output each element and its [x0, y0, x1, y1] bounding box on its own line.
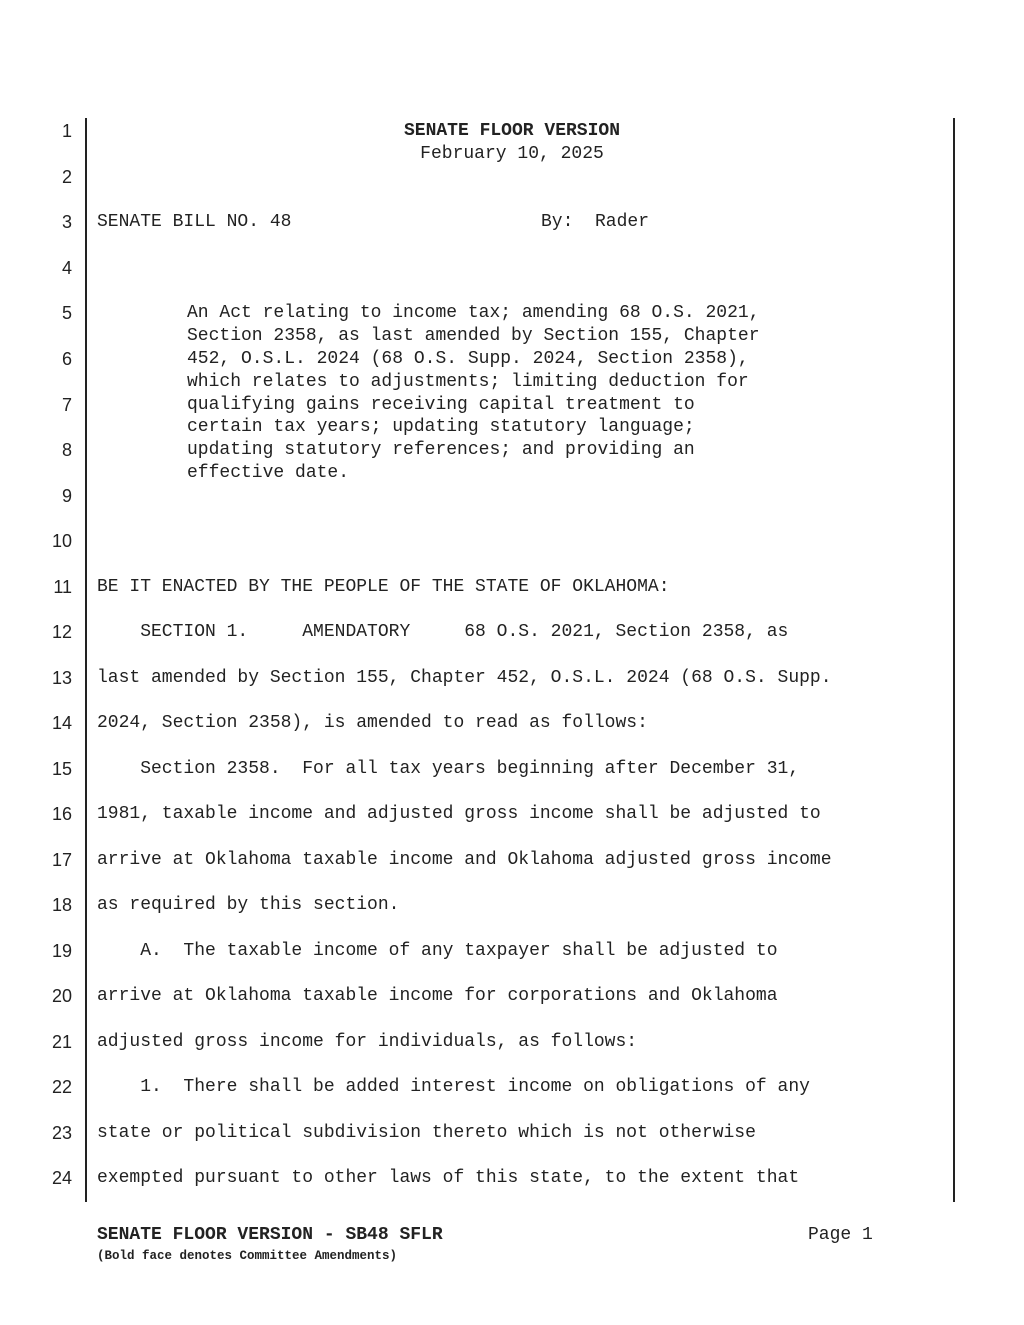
line-number: 5 [61, 303, 72, 323]
body-line: last amended by Section 155, Chapter 452, O.S.L. 2024 (68 O.S. Supp. [97, 668, 832, 688]
left-margin-rule [85, 118, 87, 1202]
version-title: SENATE FLOOR VERSION [403, 121, 621, 141]
line-number: 6 [61, 349, 72, 369]
body-line: arrive at Oklahoma taxable income and Oklahoma adjusted gross income [97, 850, 832, 870]
line-number: 18 [51, 895, 72, 915]
line-number: 14 [51, 713, 72, 733]
body-line: 1981, taxable income and adjusted gross income shall be adjusted to [97, 804, 821, 824]
line-number: 22 [51, 1077, 72, 1097]
line-number: 8 [61, 440, 72, 460]
body-line: adjusted gross income for individuals, as follows: [97, 1032, 638, 1052]
line-number: 12 [51, 622, 72, 642]
body-line: SECTION 1. AMENDATORY 68 O.S. 2021, Section 2358, as [97, 622, 789, 642]
body-line: Section 2358. For all tax years beginning after December 31, [97, 759, 800, 779]
title-line: An Act relating to income tax; amending 68 O.S. 2021, [187, 303, 760, 323]
title-line: which relates to adjustments; limiting deduction for [187, 372, 749, 392]
line-number: 21 [51, 1032, 72, 1052]
line-number: 11 [53, 577, 72, 597]
body-line: A. The taxable income of any taxpayer shall be adjusted to [97, 941, 778, 961]
body-line: state or political subdivision thereto which is not otherwise [97, 1123, 756, 1143]
line-number: 23 [51, 1123, 72, 1143]
line-number: 17 [51, 850, 72, 870]
footer-title: SENATE FLOOR VERSION - SB48 SFLR [97, 1225, 443, 1245]
body-line: exempted pursuant to other laws of this state, to the extent that [97, 1168, 800, 1188]
line-number: 16 [51, 804, 72, 824]
line-number: 4 [61, 258, 72, 278]
right-margin-rule [953, 118, 955, 1202]
bill-author: By: Rader [541, 212, 650, 232]
line-number: 24 [51, 1168, 72, 1188]
bill-number: SENATE BILL NO. 48 [97, 212, 292, 232]
enacting-clause: BE IT ENACTED BY THE PEOPLE OF THE STATE OF OKLAHOMA: [97, 577, 670, 597]
title-line: certain tax years; updating statutory language; [187, 417, 695, 437]
title-line: updating statutory references; and providing an [187, 440, 695, 460]
line-number: 9 [61, 486, 72, 506]
line-number: 15 [51, 759, 72, 779]
page-number: Page 1 [808, 1225, 873, 1245]
body-line: arrive at Oklahoma taxable income for corporations and Oklahoma [97, 986, 778, 1006]
line-number: 3 [61, 212, 72, 232]
version-date: February 10, 2025 [420, 144, 604, 164]
line-number: 19 [51, 941, 72, 961]
body-line: 1. There shall be added interest income on obligations of any [97, 1077, 810, 1097]
body-line: 2024, Section 2358), is amended to read as follows: [97, 713, 648, 733]
body-line: as required by this section. [97, 895, 400, 915]
line-number: 7 [61, 395, 72, 415]
line-number: 2 [61, 167, 72, 187]
line-number: 20 [51, 986, 72, 1006]
line-number: 13 [51, 668, 72, 688]
title-line: qualifying gains receiving capital treatment to [187, 395, 695, 415]
line-number: 1 [61, 121, 72, 141]
title-line: Section 2358, as last amended by Section 155, Chapter [187, 326, 760, 346]
title-line: effective date. [187, 463, 350, 483]
title-line: 452, O.S.L. 2024 (68 O.S. Supp. 2024, Section 2358), [187, 349, 749, 369]
line-number: 10 [51, 531, 72, 551]
footer-note: (Bold face denotes Committee Amendments) [97, 1249, 398, 1263]
